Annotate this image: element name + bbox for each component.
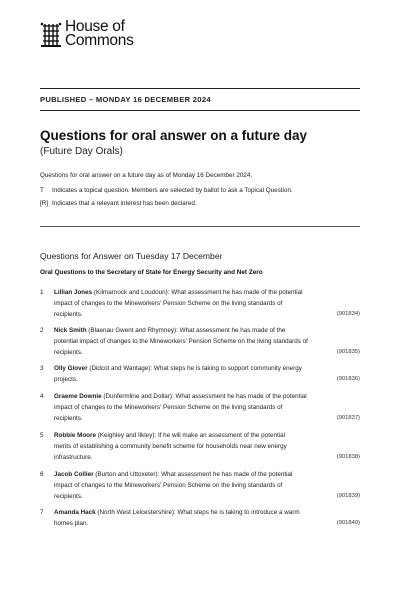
question-line: recipients.: [54, 493, 83, 500]
question-line: homes plan.: [54, 520, 89, 527]
member-name: Nick Smith: [54, 327, 87, 334]
question-number: 2: [40, 327, 44, 334]
question-line: What steps he is taking to introduce a warm: [177, 509, 300, 516]
question-item: [40, 363, 360, 389]
legend-key: [R]: [40, 200, 49, 207]
legend-item-interest: [40, 200, 197, 207]
question-line: What steps he is taking to support community energy: [153, 365, 302, 372]
legend-item-topical: [40, 187, 293, 194]
constituency: (Kilmarnock and Loudoun):: [92, 289, 172, 296]
question-body: [54, 287, 324, 320]
house-of-commons-logo: [40, 20, 134, 48]
question-body: [54, 507, 324, 529]
question-item: [40, 287, 360, 323]
member-name: Amanda Hack: [54, 509, 96, 516]
logo-wordmark: [65, 20, 134, 48]
question-body: [54, 469, 324, 502]
question-body: [54, 391, 324, 424]
header-rule-top: [40, 88, 360, 89]
question-line: What assessment he has made of the potential: [175, 393, 307, 400]
constituency: (Blaenau Gwent and Rhymney):: [86, 327, 180, 334]
constituency: (Didcot and Wantage):: [87, 365, 154, 372]
question-line: impact of changes to the Mineworkers' Pension Scheme on the living standards of: [54, 404, 283, 411]
question-number: 7: [40, 509, 44, 516]
question-line: infrastructure.: [54, 454, 93, 461]
legend-text: Indicates that a relevant interest has been declared.: [52, 200, 197, 207]
question-number: 6: [40, 471, 44, 478]
question-line: impact of changes to the Mineworkers' Pension Scheme on the living standards of: [54, 482, 283, 489]
question-reference: (901834): [336, 311, 360, 317]
question-item: [40, 469, 360, 505]
section-subheading: Oral Questions to the Secretary of State for Energy Security and Net Zero: [40, 269, 263, 276]
question-line: impact of changes to the Mineworkers' Pension Scheme on the living standards of: [54, 300, 283, 307]
question-reference: (901835): [336, 349, 360, 355]
legend-text: Indicates a topical question. Members are selected by ballot to ask a Topical Question.: [52, 187, 293, 194]
question-item: [40, 325, 360, 361]
question-reference: (901837): [336, 415, 360, 421]
section-heading: Questions for Answer on Tuesday 17 December: [40, 251, 223, 261]
logo-line-1: House of: [65, 18, 125, 35]
question-item: [40, 430, 360, 466]
question-number: 1: [40, 289, 44, 296]
question-line: merits of establishing a community benefit scheme for households near new energy: [54, 443, 287, 450]
question-reference: (901838): [336, 454, 360, 460]
legend-key: T: [40, 187, 44, 194]
question-reference: (901840): [336, 520, 360, 526]
page-subtitle: (Future Day Orals): [40, 146, 123, 157]
intro-text: Questions for oral answer on a future day as of Monday 16 December 2024.: [40, 172, 253, 179]
question-line: recipients.: [54, 415, 83, 422]
question-reference: (901836): [336, 376, 360, 382]
page-title: Questions for oral answer on a future day: [40, 128, 308, 143]
header-rule-bottom: [40, 110, 360, 111]
question-line: What assessment he has made of the potential: [171, 289, 303, 296]
question-line: potential impact of changes to the Mineworkers' Pension Scheme on the living standards of: [54, 338, 308, 345]
question-line: recipients.: [54, 349, 83, 356]
question-item: [40, 391, 360, 427]
question-reference: (901839): [336, 493, 360, 499]
question-line: What assessment he has made of the potential: [161, 471, 293, 478]
constituency: (Burton and Uttoxeter):: [93, 471, 162, 478]
question-number: 5: [40, 432, 44, 439]
question-line: recipients.: [54, 311, 83, 318]
section-divider: [40, 226, 360, 227]
question-line: What assessment he has made of the: [179, 327, 286, 334]
constituency: (Dunfermline and Dollar):: [101, 393, 176, 400]
portcullis-icon: [40, 22, 62, 48]
question-body: [54, 325, 324, 358]
question-line: If he will make an assessment of the potential: [157, 432, 285, 439]
member-name: Lillian Jones: [54, 289, 93, 296]
member-name: Olly Glover: [54, 365, 88, 372]
member-name: Graeme Downie: [54, 393, 102, 400]
member-name: Robbie Moore: [54, 432, 96, 439]
question-line: projects.: [54, 376, 78, 383]
question-number: 3: [40, 365, 44, 372]
question-item: [40, 507, 360, 533]
published-date: PUBLISHED – MONDAY 16 DECEMBER 2024: [40, 95, 211, 104]
question-number: 4: [40, 393, 44, 400]
logo-line-2: Commons: [65, 32, 134, 49]
question-body: [54, 363, 324, 385]
question-body: [54, 430, 324, 463]
constituency: (North West Leicestershire):: [95, 509, 178, 516]
constituency: (Keighley and Ilkley):: [95, 432, 158, 439]
member-name: Jacob Collier: [54, 471, 94, 478]
